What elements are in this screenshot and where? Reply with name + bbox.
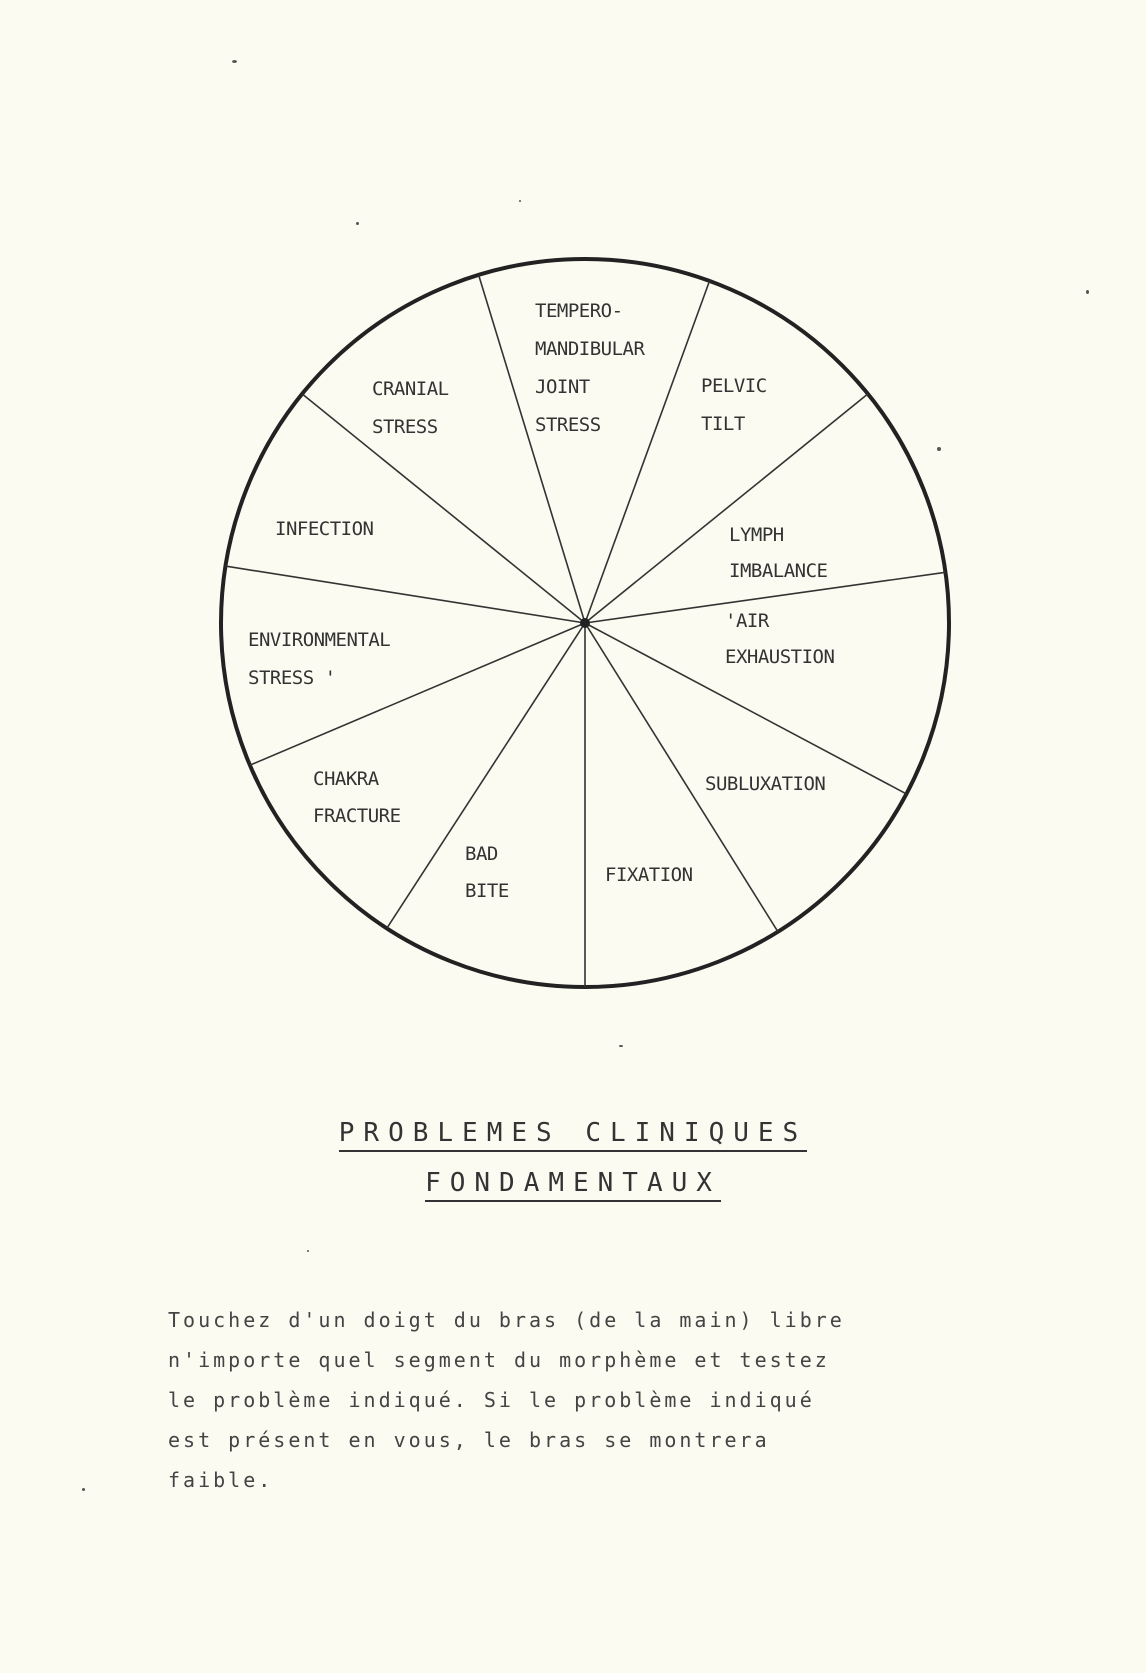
segment-label-temporomandibular xyxy=(535,300,645,436)
segment-label-line: MANDIBULAR xyxy=(535,338,645,360)
segment-label-line: STRESS xyxy=(535,414,601,436)
segment-label-pelvic-tilt xyxy=(701,375,767,435)
scan-speck xyxy=(519,200,521,202)
segment-label-line: SUBLUXATION xyxy=(705,773,826,795)
segment-label-line: CHAKRA xyxy=(313,768,379,790)
scan-speck xyxy=(619,1045,623,1047)
segment-label-fixation xyxy=(605,864,693,886)
title-line-1 xyxy=(0,1118,1146,1148)
segment-label-line: PELVIC xyxy=(701,375,767,397)
segment-label-lymph-imbalance xyxy=(729,524,828,582)
segment-label-line: TILT xyxy=(701,413,745,435)
segment-label-line: STRESS xyxy=(372,416,438,438)
scan-speck xyxy=(307,1250,309,1252)
wheel-divider-line xyxy=(226,566,586,623)
segment-label-line: FRACTURE xyxy=(313,805,401,827)
title-text-2: FONDAMENTAUX xyxy=(425,1168,721,1202)
segment-label-subluxation xyxy=(705,773,825,795)
segment-label-line: LYMPH xyxy=(729,524,784,546)
scan-speck xyxy=(232,60,237,63)
segment-label-air-exhaustion xyxy=(725,610,834,668)
wheel-divider-line xyxy=(479,275,585,623)
scan-speck xyxy=(937,447,941,451)
segment-label-line: FIXATION xyxy=(605,864,693,886)
scan-speck xyxy=(356,222,359,225)
segment-label-line: BITE xyxy=(465,880,509,902)
segment-label-infection xyxy=(275,518,374,540)
scan-speck xyxy=(1086,290,1089,294)
segment-label-line: TEMPERO- xyxy=(535,300,623,322)
scan-speck xyxy=(82,1488,85,1491)
segment-label-line: EXHAUSTION xyxy=(725,646,835,668)
instruction-paragraph: Touchez d'un doigt du bras (de la main) libre n'importe quel segment du morphème et testez le problème indiqué. Si le problème indiqué est présent en vous, le bras se montrera faible. xyxy=(168,1308,845,1492)
segment-label-line: IMBALANCE xyxy=(729,560,828,582)
segment-label-line: INFECTION xyxy=(275,518,374,540)
segment-label-bad-bite xyxy=(465,843,509,902)
wheel-center-dot xyxy=(580,618,590,628)
wheel-dividers xyxy=(221,259,949,987)
segment-label-line: STRESS ' xyxy=(248,667,336,689)
segment-label-chakra-fracture xyxy=(313,768,401,827)
title-text-1: PROBLEMES CLINIQUES xyxy=(339,1118,807,1152)
segment-label-line: ENVIRONMENTAL xyxy=(248,629,391,651)
segment-label-cranial-stress xyxy=(372,378,449,438)
segment-label-line: 'AIR xyxy=(725,610,769,632)
title-line-2 xyxy=(0,1168,1146,1198)
segment-label-line: JOINT xyxy=(535,376,590,398)
segment-label-line: CRANIAL xyxy=(372,378,449,400)
segment-label-environmental-stress xyxy=(248,629,390,689)
segment-label-line: BAD xyxy=(465,843,498,865)
